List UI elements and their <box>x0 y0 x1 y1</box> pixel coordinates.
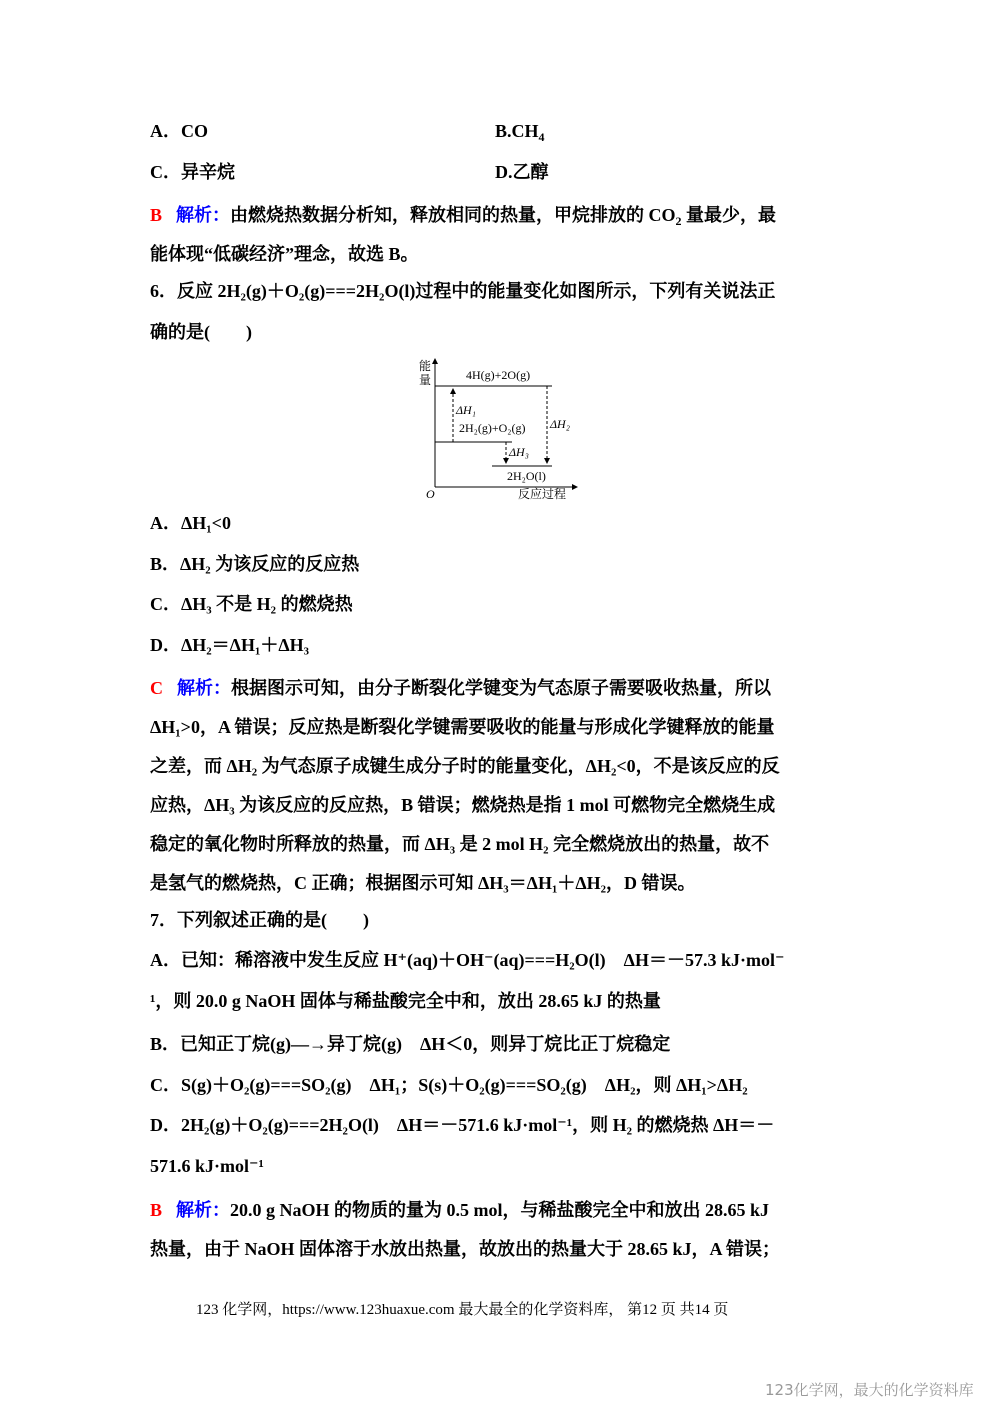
q7-option-d-line2: 571.6 kJ·mol⁻¹ <box>150 1156 264 1176</box>
q6-answer-line2: ΔH₁>0，A 错误；反应热是断裂化学键需要吸收的能量与形成化学键释放的能量 <box>150 717 775 737</box>
q6-option-a: A．ΔH₁<0 <box>150 513 231 533</box>
q7-option-c: C．S(g)＋O₂(g)===SO₂(g) ΔH₁；S(s)＋O₂(g)===SO₂(g) ΔH₂，则 ΔH₁>ΔH₂ <box>150 1075 748 1095</box>
answer-text: 根据图示可知，由分子断裂化学键变为气态原子需要吸收热量，所以 <box>231 678 771 698</box>
mid-level-label: 2H₂(g)+O₂(g) <box>459 421 526 435</box>
answer-letter: B <box>150 1200 163 1220</box>
q6-option-c: C．ΔH₃ 不是 H₂ 的燃烧热 <box>150 594 353 614</box>
q5-option-a: A．CO <box>150 121 208 141</box>
watermark: 123化学网，最大的化学资料库 <box>765 1381 974 1399</box>
q7-answer-line1 <box>150 1198 769 1222</box>
page-footer: 123 化学网，https://www.123huaxue.com 最大最全的化学资料库， 第12 页 共14 页 <box>196 1302 729 1318</box>
y-axis-label-2: 量 <box>419 373 432 387</box>
q6-stem-line1: 6．反应 2H₂(g)＋O₂(g)===2H₂O(l)过程中的能量变化如图所示，下列有关说法正 <box>150 281 776 301</box>
q5-answer-line1 <box>150 203 776 227</box>
dh3-label: ΔH₃ <box>509 445 529 459</box>
answer-text: 20.0 g NaOH 的物质的量为 0.5 mol，与稀盐酸完全中和放出 28.65 kJ <box>230 1200 770 1220</box>
answer-sub: 2 <box>675 214 682 228</box>
q6-option-d: D．ΔH₂＝ΔH₁＋ΔH₃ <box>150 635 310 655</box>
answer-label: 解析： <box>176 205 231 225</box>
answer-text: 量最少，最 <box>681 205 777 225</box>
q5-option-b <box>495 119 545 143</box>
q5-option-b-text: B.CH <box>495 121 539 141</box>
energy-diagram <box>410 355 590 505</box>
q6-answer-line3: 之差，而 ΔH₂ 为气态原子成键生成分子时的能量变化，ΔH₂<0，不是该反应的反 <box>150 756 780 776</box>
q6-answer-line1 <box>150 676 771 700</box>
top-level-label: 4H(g)+2O(g) <box>466 368 531 382</box>
q6-answer-line6: 是氢气的燃烧热，C 正确；根据图示可知 ΔH₃＝ΔH₁＋ΔH₂，D 错误。 <box>150 873 696 893</box>
q7-option-b: B．已知正丁烷(g)―→异丁烷(g) ΔH＜0，则异丁烷比正丁烷稳定 <box>150 1034 671 1054</box>
q6-answer-line4: 应热，ΔH₃ 为该反应的反应热，B 错误；燃烧热是指 1 mol 可燃物完全燃烧生成 <box>150 795 776 815</box>
x-axis-label: 反应过程 <box>518 487 567 501</box>
q6-stem-line2: 确的是( ) <box>150 322 252 342</box>
answer-letter: C <box>150 678 163 698</box>
q7-option-d-line1: D．2H₂(g)＋O₂(g)===2H₂O(l) ΔH＝－571.6 kJ·mol⁻¹，则 H₂ 的燃烧热 ΔH＝－ <box>150 1115 775 1135</box>
origin-label: O <box>426 487 435 501</box>
q7-stem: 7．下列叙述正确的是( ) <box>150 910 369 930</box>
q6-answer-line5: 稳定的氧化物时所释放的热量，而 ΔH₃ 是 2 mol H₂ 完全燃烧放出的热量，故不 <box>150 834 770 854</box>
answer-label: 解析： <box>176 1200 231 1220</box>
dh1-label: ΔH₁ <box>456 403 476 417</box>
q5-option-c: C．异辛烷 <box>150 162 235 182</box>
answer-label: 解析： <box>177 678 231 698</box>
q5-option-b-sub: 4 <box>538 130 545 144</box>
q6-option-b: B．ΔH₂ 为该反应的反应热 <box>150 554 360 574</box>
dh2-label: ΔH₂ <box>550 417 570 431</box>
q5-answer-line2: 能体现“低碳经济”理念，故选 B。 <box>150 244 419 264</box>
q7-option-a-line1: A．已知：稀溶液中发生反应 H⁺(aq)＋OH⁻(aq)===H₂O(l) ΔH＝－57.3 kJ·mol⁻ <box>150 950 785 970</box>
y-axis-label-1: 能 <box>419 359 432 373</box>
q7-answer-line2: 热量，由于 NaOH 固体溶于水放出热量，故放出的热量大于 28.65 kJ，A 错误； <box>150 1239 781 1259</box>
answer-letter: B <box>150 205 163 225</box>
bottom-level-label: 2H₂O(l) <box>507 469 546 483</box>
q7-option-a-line2: ¹，则 20.0 g NaOH 固体与稀盐酸完全中和，放出 28.65 kJ 的热量 <box>150 991 661 1011</box>
q5-option-d: D.乙醇 <box>495 162 549 182</box>
answer-text: 由燃烧热数据分析知，释放相同的热量，甲烷排放的 CO <box>230 205 676 225</box>
